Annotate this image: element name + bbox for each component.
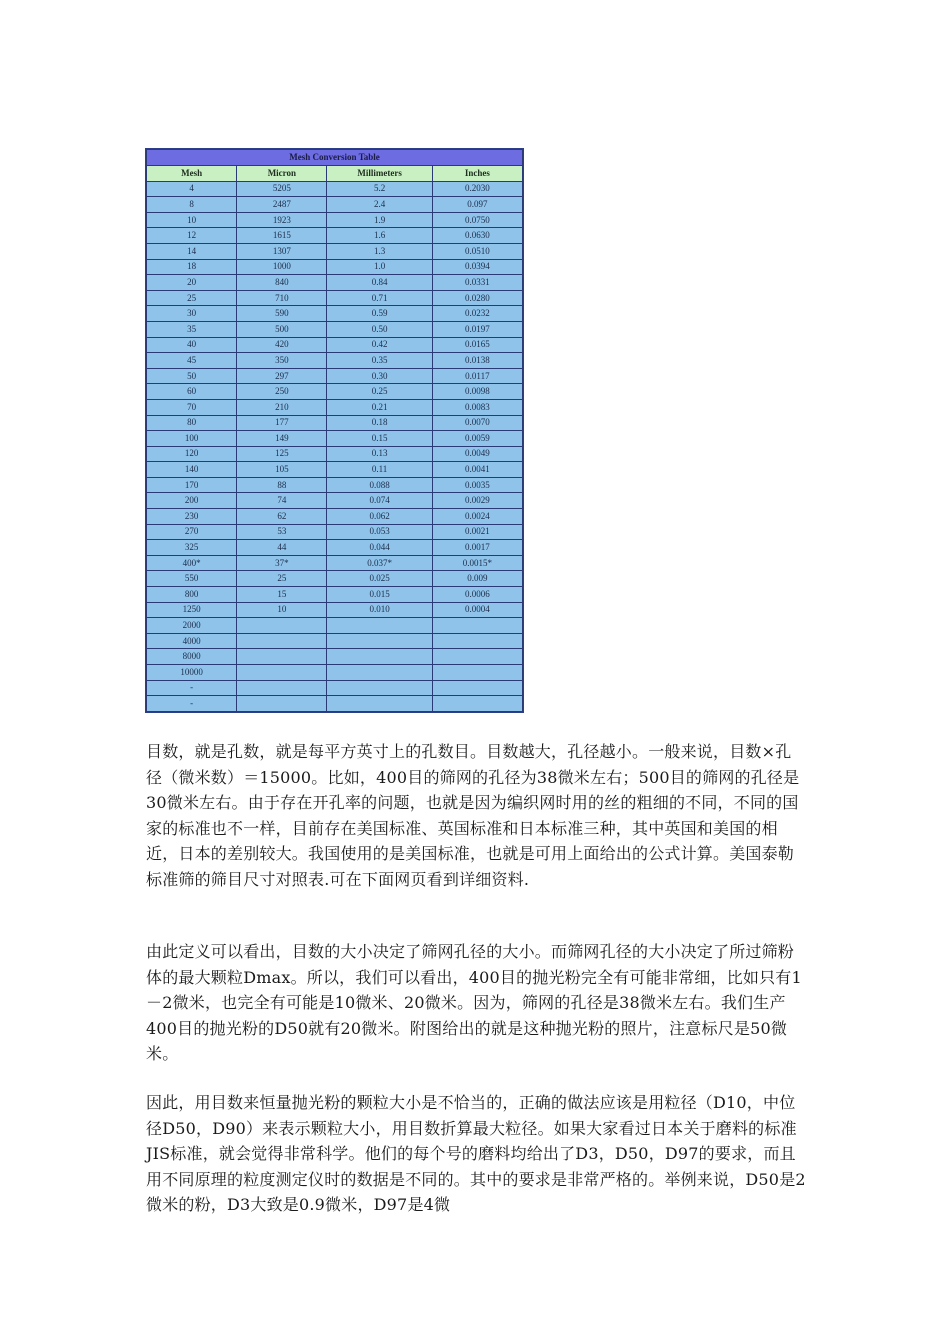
table-cell-millimeters: 0.053 [327,524,432,540]
paragraph-mesh-definition: 目数，就是孔数，就是每平方英寸上的孔数目。目数越大，孔径越小。一般来说，目数×孔径（微米数）＝15000。比如，400目的筛网的孔径为38微米左右；500目的筛网的孔径是30微米左右。由于存在开孔率的问题，也就是因为编织网时用的丝的粗细的不同，不同的国家的标准也不一样，目前存在美国标准、英国标准和日本标准三种，其中英国和美国的相近，日本的差别较大。我国使用的是美国标准，也就是可用上面给出的公式计算。美国泰勒标准筛的筛目尺寸对照表.可在下面网页看到详细资料. [146,742,800,889]
table-cell-mesh: 10000 [147,665,237,681]
paragraph-particle-size: 因此，用目数来恒量抛光粉的颗粒大小是不恰当的，正确的做法应该是用粒径（D10，中位径D50，D90）来表示颗粒大小，用目数折算最大粒径。如果大家看过日本关于磨料的标准JIS标准，就会觉得非常科学。他们的每个号的磨料均给出了D3，D50，D97的要求，而且用不同原理的粒度测定仪时的数据是不同的。其中的要求是非常严格的。举例来说，D50是2微米的粉，D3大致是0.9微米，D97是4微 [146,1093,806,1214]
table-cell-mesh: 80 [147,415,237,431]
table-cell-micron: 420 [237,337,327,353]
table-cell-micron: 840 [237,275,327,291]
column-header-millimeters: Millimeters [327,166,432,182]
table-row [147,243,523,259]
paragraph-mesh-aperture: 由此定义可以看出，目数的大小决定了筛网孔径的大小。而筛网孔径的大小决定了所过筛粉体的最大颗粒Dmax。所以，我们可以看出，400目的抛光粉完全有可能非常细，比如只有1－2微米，也完全有可能是10微米、20微米。因为，筛网的孔径是38微米左右。我们生产400目的抛光粉的D50就有20微米。附图给出的就是这种抛光粉的照片，注意标尺是50微米。 [146,942,802,1063]
table-cell-millimeters: 1.9 [327,212,432,228]
table-cell-millimeters: 0.010 [327,602,432,618]
table-row [147,680,523,696]
table-cell-mesh: 120 [147,446,237,462]
table-cell-mesh: 18 [147,259,237,275]
table-cell-mesh: 10 [147,212,237,228]
table-cell-micron [237,696,327,712]
table-row [147,649,523,665]
table-row [147,415,523,431]
table-cell-millimeters: 0.84 [327,275,432,291]
table-row [147,524,523,540]
table-cell-micron: 149 [237,431,327,447]
table-cell-millimeters [327,665,432,681]
table-cell-millimeters: 1.6 [327,228,432,244]
table-cell-inches: 0.0117 [432,368,522,384]
table-cell-inches [432,649,522,665]
table-cell-micron: 105 [237,462,327,478]
table-cell-micron: 1307 [237,243,327,259]
table-cell-micron [237,649,327,665]
table-cell-micron: 1923 [237,212,327,228]
table-cell-inches: 0.0331 [432,275,522,291]
table-cell-millimeters: 0.15 [327,431,432,447]
table-cell-micron: 250 [237,384,327,400]
table-cell-mesh: 20 [147,275,237,291]
table-cell-mesh: - [147,680,237,696]
table-cell-inches: 0.0041 [432,462,522,478]
table-row [147,431,523,447]
table-cell-inches: 0.0394 [432,259,522,275]
table-row [147,353,523,369]
table-cell-millimeters: 1.0 [327,259,432,275]
table-row [147,446,523,462]
table-row [147,665,523,681]
table-cell-inches: 0.009 [432,571,522,587]
table-cell-inches: 0.0015* [432,555,522,571]
table-cell-mesh: 8000 [147,649,237,665]
table-cell-millimeters: 0.015 [327,587,432,603]
table-cell-millimeters: 0.062 [327,509,432,525]
table-cell-inches: 0.0024 [432,509,522,525]
table-cell-micron: 500 [237,321,327,337]
table-row [147,555,523,571]
table-cell-millimeters: 0.25 [327,384,432,400]
table-cell-millimeters: 0.30 [327,368,432,384]
table-cell-millimeters: 0.037* [327,555,432,571]
table-cell-inches: 0.0138 [432,353,522,369]
table-row [147,633,523,649]
table-cell-micron [237,680,327,696]
table-cell-micron: 37* [237,555,327,571]
table-cell-mesh: 140 [147,462,237,478]
column-header-mesh: Mesh [147,166,237,182]
table-cell-millimeters [327,680,432,696]
mesh-conversion-table [146,149,523,712]
mesh-conversion-table-image [145,148,524,713]
table-cell-inches: 0.0510 [432,243,522,259]
table-cell-mesh: 270 [147,524,237,540]
table-cell-millimeters: 0.18 [327,415,432,431]
table-cell-mesh: 4 [147,181,237,197]
table-cell-micron: 88 [237,477,327,493]
table-cell-millimeters: 5.2 [327,181,432,197]
table-cell-inches: 0.0630 [432,228,522,244]
table-cell-micron: 210 [237,399,327,415]
table-title-row [147,150,523,166]
table-cell-millimeters: 0.13 [327,446,432,462]
table-cell-micron: 5205 [237,181,327,197]
table-cell-mesh: 35 [147,321,237,337]
table-cell-inches [432,696,522,712]
table-cell-micron: 44 [237,540,327,556]
table-cell-inches: 0.097 [432,197,522,213]
table-row [147,587,523,603]
table-cell-inches: 0.0098 [432,384,522,400]
table-row [147,462,523,478]
table-cell-mesh: 200 [147,493,237,509]
table-row [147,493,523,509]
table-row [147,602,523,618]
table-cell-mesh: 170 [147,477,237,493]
table-cell-mesh: 60 [147,384,237,400]
table-cell-mesh: 400* [147,555,237,571]
table-cell-millimeters: 1.3 [327,243,432,259]
table-cell-inches: 0.0035 [432,477,522,493]
table-cell-millimeters: 2.4 [327,197,432,213]
table-cell-inches: 0.0021 [432,524,522,540]
table-row [147,618,523,634]
table-row [147,259,523,275]
table-cell-millimeters: 0.71 [327,290,432,306]
table-cell-millimeters: 0.50 [327,321,432,337]
table-cell-micron: 1000 [237,259,327,275]
column-header-micron: Micron [237,166,327,182]
table-cell-inches: 0.0070 [432,415,522,431]
table-title: Mesh Conversion Table [147,150,523,166]
table-cell-micron [237,665,327,681]
table-cell-inches [432,680,522,696]
table-row [147,540,523,556]
table-cell-millimeters [327,696,432,712]
table-row [147,275,523,291]
table-cell-inches: 0.0004 [432,602,522,618]
table-cell-micron: 2487 [237,197,327,213]
table-cell-inches: 0.0232 [432,306,522,322]
table-cell-micron: 1615 [237,228,327,244]
table-row [147,321,523,337]
table-cell-millimeters [327,618,432,634]
table-cell-micron: 10 [237,602,327,618]
table-cell-millimeters: 0.59 [327,306,432,322]
table-cell-mesh: 25 [147,290,237,306]
table-cell-mesh: 100 [147,431,237,447]
table-cell-mesh: 325 [147,540,237,556]
table-row [147,384,523,400]
table-cell-micron: 74 [237,493,327,509]
table-row [147,477,523,493]
table-cell-millimeters: 0.35 [327,353,432,369]
table-cell-micron: 177 [237,415,327,431]
table-row [147,337,523,353]
table-cell-micron [237,618,327,634]
table-row [147,399,523,415]
table-cell-micron: 25 [237,571,327,587]
table-cell-millimeters: 0.074 [327,493,432,509]
table-body [147,181,523,711]
table-cell-micron: 590 [237,306,327,322]
table-cell-millimeters: 0.044 [327,540,432,556]
table-row [147,368,523,384]
table-row [147,571,523,587]
table-cell-inches: 0.0059 [432,431,522,447]
table-cell-mesh: - [147,696,237,712]
table-cell-millimeters [327,649,432,665]
table-cell-mesh: 50 [147,368,237,384]
table-cell-micron: 53 [237,524,327,540]
table-cell-inches: 0.0280 [432,290,522,306]
table-cell-micron: 297 [237,368,327,384]
table-cell-micron: 15 [237,587,327,603]
table-row [147,306,523,322]
table-cell-millimeters: 0.11 [327,462,432,478]
table-cell-mesh: 30 [147,306,237,322]
table-cell-millimeters: 0.088 [327,477,432,493]
table-cell-millimeters: 0.21 [327,399,432,415]
table-cell-inches: 0.0029 [432,493,522,509]
table-cell-micron [237,633,327,649]
table-cell-mesh: 45 [147,353,237,369]
table-cell-micron: 710 [237,290,327,306]
table-cell-inches: 0.0197 [432,321,522,337]
table-row [147,696,523,712]
table-cell-inches [432,618,522,634]
table-cell-mesh: 2000 [147,618,237,634]
table-row [147,181,523,197]
table-cell-inches: 0.0049 [432,446,522,462]
table-cell-mesh: 14 [147,243,237,259]
table-cell-mesh: 12 [147,228,237,244]
table-cell-mesh: 40 [147,337,237,353]
table-cell-inches: 0.0083 [432,399,522,415]
table-cell-micron: 62 [237,509,327,525]
table-cell-inches: 0.0165 [432,337,522,353]
table-cell-mesh: 4000 [147,633,237,649]
table-row [147,197,523,213]
table-cell-inches [432,633,522,649]
table-cell-mesh: 230 [147,509,237,525]
table-cell-mesh: 8 [147,197,237,213]
table-row [147,509,523,525]
table-cell-inches: 0.0006 [432,587,522,603]
table-cell-inches: 0.0750 [432,212,522,228]
table-cell-mesh: 1250 [147,602,237,618]
column-header-inches: Inches [432,166,522,182]
table-row [147,212,523,228]
table-cell-micron: 125 [237,446,327,462]
table-cell-mesh: 70 [147,399,237,415]
table-row [147,228,523,244]
table-cell-inches [432,665,522,681]
table-cell-inches: 0.0017 [432,540,522,556]
table-cell-millimeters: 0.025 [327,571,432,587]
table-cell-inches: 0.2030 [432,181,522,197]
table-cell-mesh: 800 [147,587,237,603]
table-row [147,290,523,306]
table-cell-micron: 350 [237,353,327,369]
table-cell-millimeters [327,633,432,649]
table-cell-millimeters: 0.42 [327,337,432,353]
table-header-row [147,166,523,182]
table-cell-mesh: 550 [147,571,237,587]
